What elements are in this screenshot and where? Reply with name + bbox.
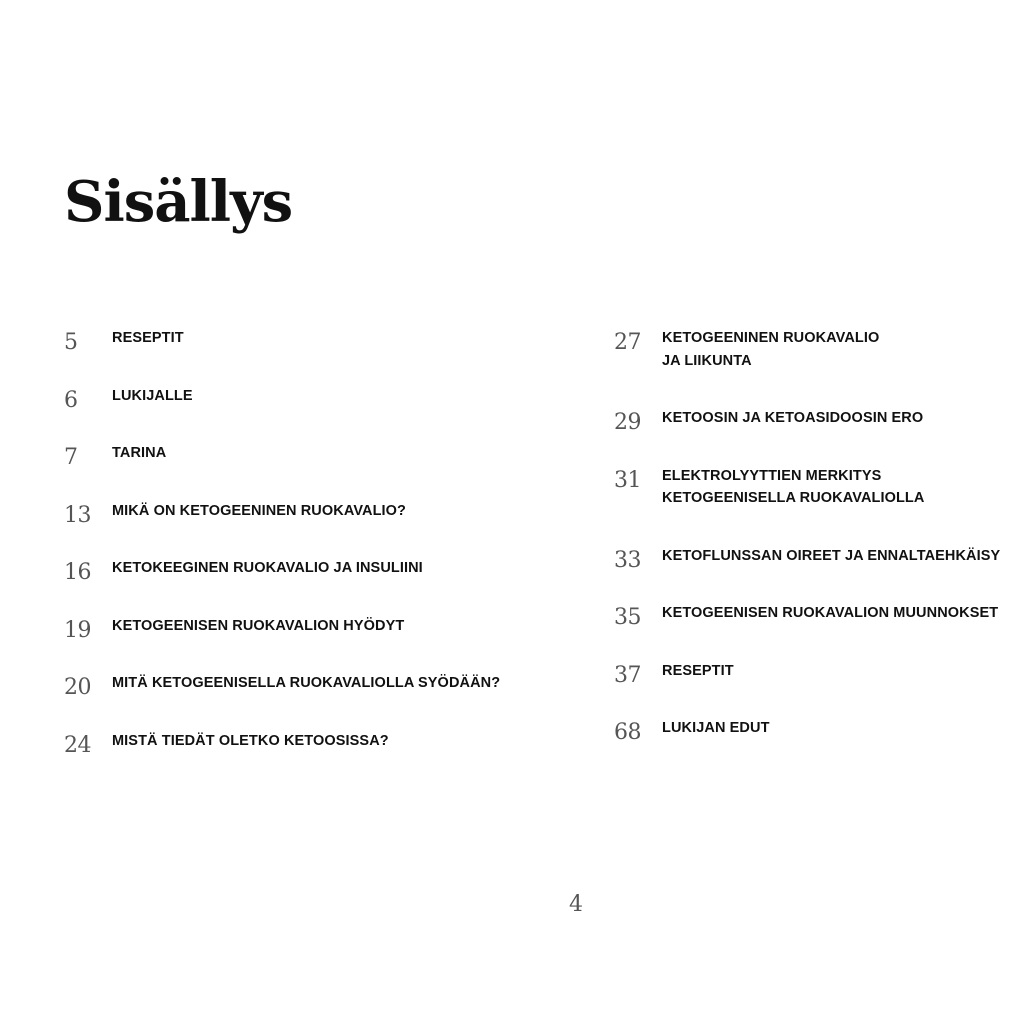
toc-page-number: 35	[614, 605, 641, 630]
toc-page-number: 24	[64, 732, 91, 758]
toc-column-right	[614, 328, 1014, 776]
toc-entry	[64, 328, 564, 386]
toc-entry	[614, 328, 1014, 408]
toc-entry	[614, 408, 1014, 466]
toc-entry-title: MISTÄ TIEDÄT OLETKO KETOOSISSA?	[112, 732, 389, 749]
toc-entry	[614, 603, 1014, 661]
toc-page-number: 6	[64, 387, 78, 413]
toc-entry-title: KETOKEEGINEN RUOKAVALIO JA INSULIINI	[112, 560, 423, 576]
toc-page-number: 27	[614, 330, 641, 355]
toc-entry-title: KETOOSIN JA KETOASIDOOSIN ERO	[662, 410, 924, 426]
toc-page-number: 37	[614, 662, 641, 688]
toc-page-number: 19	[64, 617, 91, 643]
toc-page-number: 33	[614, 547, 641, 573]
toc-entry-title: KETOFLUNSSAN OIREET JA ENNALTAEHKÄISY	[662, 547, 1001, 564]
toc-entry	[614, 718, 1014, 776]
toc-page-number: 31	[614, 467, 641, 493]
toc-entry	[64, 443, 564, 501]
toc-entry	[614, 546, 1014, 604]
toc-entry	[64, 386, 564, 444]
toc-entry-title: KETOGEENISEN RUOKAVALION HYÖDYT	[112, 617, 405, 634]
page-title: Sisällys	[64, 169, 293, 235]
toc-column-left	[64, 328, 564, 788]
toc-entry-title: KETOGEENINEN RUOKAVALIO JA LIIKUNTA	[662, 330, 880, 369]
toc-entry	[614, 466, 1014, 546]
toc-entry	[64, 616, 564, 674]
toc-entry-title: MITÄ KETOGEENISELLA RUOKAVALIOLLA SYÖDÄÄN?	[112, 675, 501, 691]
toc-entry	[614, 661, 1014, 719]
toc-entry	[64, 501, 564, 559]
toc-entry-title: LUKIJAN EDUT	[662, 720, 770, 736]
toc-entry-title: TARINA	[112, 445, 167, 461]
toc-page-number: 5	[64, 330, 78, 355]
toc-page-number: 16	[64, 560, 91, 585]
toc-page-number: 13	[64, 502, 91, 528]
toc-entry	[64, 673, 564, 731]
toc-entry-title: RESEPTIT	[662, 662, 734, 679]
toc-entry-title: LUKIJALLE	[112, 387, 193, 404]
toc-entry	[64, 731, 564, 789]
toc-page-number: 20	[64, 675, 91, 700]
toc-entry-title: ELEKTROLYYTTIEN MERKITYS KETOGEENISELLA RUOKAVALIOLLA	[662, 467, 925, 506]
page-number: 4	[569, 892, 583, 917]
toc-entry	[64, 558, 564, 616]
toc-page-number: 68	[614, 720, 641, 745]
toc-page-number: 7	[64, 445, 78, 470]
toc-entry-title: MIKÄ ON KETOGEENINEN RUOKAVALIO?	[112, 502, 407, 519]
toc-page-number: 29	[614, 410, 641, 435]
toc-entry-title: KETOGEENISEN RUOKAVALION MUUNNOKSET	[662, 605, 999, 621]
toc-entry-title: RESEPTIT	[112, 330, 184, 346]
